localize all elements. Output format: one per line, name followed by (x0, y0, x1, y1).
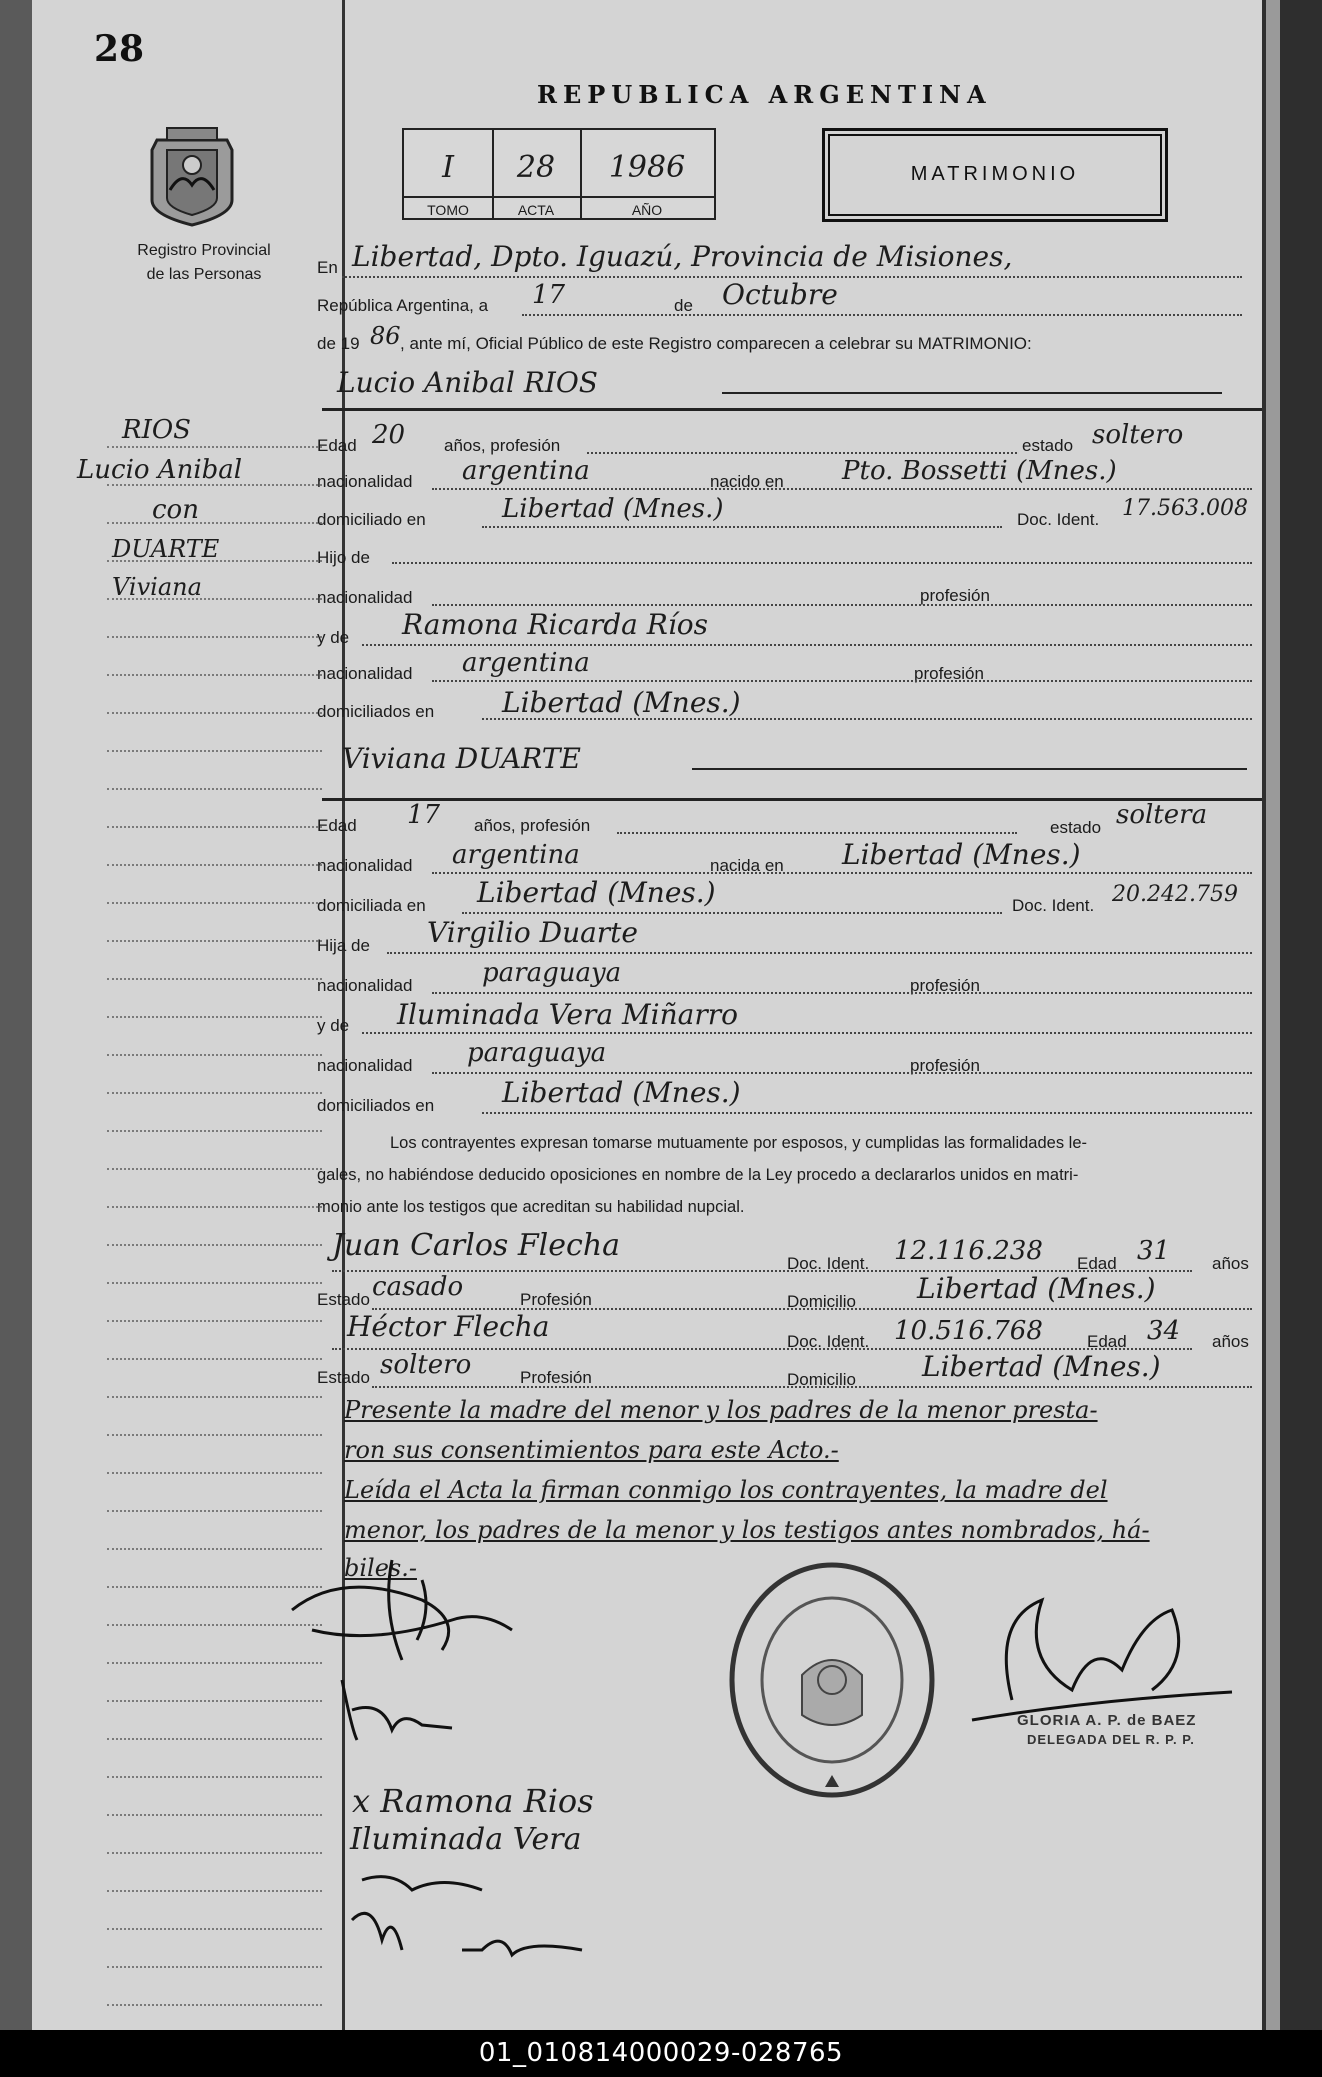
intro-day: 17 (532, 280, 566, 310)
margin-rule-line (107, 560, 322, 562)
intro-month: Octubre (722, 278, 838, 311)
ano-label: AÑO (580, 196, 714, 218)
groom-mother-nac: argentina (462, 648, 590, 678)
witness1-anos-label: años (1212, 1254, 1249, 1273)
republica-label: República Argentina, a (317, 296, 489, 315)
note-line2: ron sus consentimientos para este Acto.- (344, 1436, 839, 1464)
bride-hija-label: Hija de (317, 936, 370, 955)
margin-rule-line (107, 674, 322, 676)
parent-signature-1: x Ramona Rios (352, 1782, 594, 1820)
groom-edad-label: Edad (317, 436, 357, 455)
official-seal (722, 1555, 942, 1805)
bride-domicilio: Libertad (Mnes.) (477, 876, 716, 909)
declaration-line3: monio ante los testigos que acreditan su habilidad nupcial. (317, 1198, 745, 1216)
groom-father-nac-label: nacionalidad (317, 588, 413, 607)
groom-domicilio: Libertad (Mnes.) (502, 494, 724, 524)
witness2-name: Héctor Flecha (347, 1310, 550, 1343)
margin-rule-line (107, 750, 322, 752)
witness2-estado: soltero (380, 1350, 472, 1380)
note-line5: biles.- (344, 1554, 417, 1582)
groom-doc-label: Doc. Ident. (1017, 510, 1100, 529)
note-line3: Leída el Acta la firman conmigo los contrayentes, la madre del (344, 1476, 1108, 1504)
margin-rule-line (107, 1358, 322, 1360)
tomo-label: TOMO (404, 196, 492, 218)
page-number: 28 (94, 28, 145, 70)
margin-rule-line (107, 1054, 322, 1056)
intro-year: 86 (370, 322, 401, 350)
binding-edge (1262, 0, 1322, 2030)
record-type-label: MATRIMONIO (910, 163, 1080, 185)
margin-rule-line (107, 1966, 322, 1968)
bride-mother: Iluminada Vera Miñarro (397, 998, 738, 1031)
witness2-doc-label: Doc. Ident. (787, 1332, 870, 1351)
bride-yde-label: y de (317, 1016, 350, 1035)
margin-rule-line (107, 598, 322, 600)
contrayentes-signatures (282, 1550, 612, 1780)
groom-domiciliado-label: domiciliado en (317, 510, 426, 529)
witness2-estado-label: Estado (317, 1368, 370, 1387)
record-number-box (402, 128, 716, 220)
margin-rule-line (107, 978, 322, 980)
parent-signature-2: Iluminada Vera (350, 1822, 582, 1857)
witness2-edad-label: Edad (1087, 1332, 1127, 1351)
comparecen-text: , ante mí, Oficial Público de este Registro comparecen a celebrar su MATRIMONIO: (400, 334, 1032, 353)
bride-mother-prof-label: profesión (910, 1056, 980, 1075)
margin-rule-line (107, 1168, 322, 1170)
witness2-profesion-label: Profesión (520, 1368, 592, 1387)
margin-rule-line (107, 1206, 322, 1208)
witness1-domicilio-label: Domicilio (787, 1292, 856, 1311)
witness1-doc: 12.116.238 (894, 1236, 1043, 1266)
acta-value: 28 (516, 150, 556, 185)
acta-label: ACTA (492, 196, 580, 218)
witness1-profesion-label: Profesión (520, 1290, 592, 1309)
bride-doc: 20.242.759 (1112, 882, 1238, 907)
de-label: de (674, 296, 693, 315)
margin-rule-line (107, 1130, 322, 1132)
witness1-estado: casado (372, 1272, 464, 1302)
groom-anos-profesion: años, profesión (444, 436, 561, 455)
groom-parents-domicilio: Libertad (Mnes.) (502, 686, 741, 719)
margin-name-line: DUARTE (112, 535, 220, 563)
country-title: REPUBLICA ARGENTINA (537, 80, 992, 109)
margin-rule-line (107, 712, 322, 714)
margin-rule-line (107, 2004, 322, 2006)
margin-name-line: con (152, 495, 199, 525)
groom-doc: 17.563.008 (1122, 496, 1248, 521)
margin-rule-line (107, 1814, 322, 1816)
margin-name-line: Viviana (112, 573, 202, 601)
bride-domiciliados-label: domiciliados en (317, 1096, 435, 1115)
witness1-age: 31 (1137, 1236, 1171, 1266)
registry-name-line2: de las Personas (146, 266, 262, 283)
ano-value: 1986 (608, 150, 686, 185)
official-name: GLORIA A. P. de BAEZ (1017, 1712, 1197, 1729)
declaration-line2: gales, no habiéndose deducido oposiciones en nombre de la Ley procedo a declararlos unidos en matri- (317, 1166, 1079, 1184)
tomo-value: I (442, 150, 454, 185)
margin-rule-line (107, 1016, 322, 1018)
record-sheet (32, 0, 1262, 2030)
year-prefix: de 19 (317, 334, 360, 353)
bride-father-nac-label: nacionalidad (317, 976, 413, 995)
official-title: DELEGADA DEL R. P. P. (1027, 1732, 1195, 1747)
margin-rule-line (107, 1928, 322, 1930)
witness2-domicilio-label: Domicilio (787, 1370, 856, 1389)
groom-name: Lucio Anibal RIOS (337, 366, 598, 399)
parent-signatures-scribble (332, 1860, 632, 1970)
provincial-coat-of-arms-icon (137, 120, 247, 230)
groom-yde-label: y de (317, 628, 350, 647)
witness2-age: 34 (1147, 1316, 1181, 1346)
witness2-domicilio: Libertad (Mnes.) (922, 1350, 1161, 1383)
groom-mother-prof-label: profesión (914, 664, 984, 683)
margin-rule-line (107, 1092, 322, 1094)
witness1-estado-label: Estado (317, 1290, 370, 1309)
groom-estado-label: estado (1022, 436, 1074, 455)
groom-nacido-label: nacido en (710, 472, 784, 491)
witness1-domicilio: Libertad (Mnes.) (917, 1272, 1156, 1305)
en-label: En (317, 258, 338, 277)
margin-rule-line (107, 902, 322, 904)
bride-domiciliada-label: domiciliada en (317, 896, 426, 915)
margin-rule-line (107, 484, 322, 486)
groom-hijo-label: Hijo de (317, 548, 370, 567)
margin-rule-line (107, 940, 322, 942)
margin-name-line: Lucio Anibal (77, 455, 243, 485)
margin-rule-line (107, 1890, 322, 1892)
bride-anos-profesion: años, profesión (474, 816, 591, 835)
image-identifier: 01_010814000029-028765 (0, 2030, 1322, 2077)
witness1-edad-label: Edad (1077, 1254, 1117, 1273)
groom-domiciliados-label: domiciliados en (317, 702, 435, 721)
witness2-doc: 10.516.768 (894, 1316, 1043, 1346)
registry-name-line1: Registro Provincial (137, 242, 271, 259)
margin-rule-line (107, 788, 322, 790)
witness1-doc-label: Doc. Ident. (787, 1254, 870, 1273)
groom-nac-label: nacionalidad (317, 472, 413, 491)
bride-nac-label: nacionalidad (317, 856, 413, 875)
bride-estado-label: estado (1050, 818, 1102, 837)
bride-nacionalidad: argentina (452, 840, 580, 870)
margin-name-line: RIOS (122, 415, 191, 445)
bride-name: Viviana DUARTE (342, 742, 581, 775)
witness2-anos-label: años (1212, 1332, 1249, 1351)
margin-rule-line (107, 1510, 322, 1512)
bride-mother-nac: paraguaya (467, 1038, 607, 1068)
bride-edad-label: Edad (317, 816, 357, 835)
note-line1: Presente la madre del menor y los padres de la menor presta- (344, 1396, 1098, 1424)
witness1-name: Juan Carlos Flecha (332, 1228, 621, 1263)
margin-rule-line (107, 522, 322, 524)
margin-rule-line (107, 1396, 322, 1398)
margin-rule-line (107, 636, 322, 638)
bride-birthplace: Libertad (Mnes.) (842, 838, 1081, 871)
groom-birthplace: Pto. Bossetti (Mnes.) (842, 456, 1117, 486)
intro-place: Libertad, Dpto. Iguazú, Provincia de Misiones, (352, 240, 1013, 273)
groom-nacionalidad: argentina (462, 456, 590, 486)
margin-rule-line (107, 446, 322, 448)
groom-mother: Ramona Ricarda Ríos (402, 608, 709, 641)
bride-mother-nac-label: nacionalidad (317, 1056, 413, 1075)
bride-age: 17 (407, 800, 441, 830)
groom-mother-nac-label: nacionalidad (317, 664, 413, 683)
bride-father: Virgilio Duarte (427, 916, 638, 949)
groom-father-prof-label: profesión (920, 586, 990, 605)
groom-age: 20 (372, 420, 406, 450)
margin-rule-line (107, 1434, 322, 1436)
bride-father-prof-label: profesión (910, 976, 980, 995)
declaration-line1: Los contrayentes expresan tomarse mutuamente por esposos, y cumplidas las formalidades le- (390, 1134, 1088, 1152)
margin-rule-line (107, 1472, 322, 1474)
record-type-box (822, 128, 1168, 222)
bride-father-nac: paraguaya (482, 958, 622, 988)
margin-rule-line (107, 1852, 322, 1854)
bride-parents-domicilio: Libertad (Mnes.) (502, 1076, 741, 1109)
margin-rule-line (107, 864, 322, 866)
margin-rule-line (107, 1244, 322, 1246)
bride-estado: soltera (1116, 800, 1208, 830)
margin-rule-line (107, 826, 322, 828)
groom-estado: soltero (1092, 420, 1184, 450)
margin-rule-line (107, 1320, 322, 1322)
bride-nacida-label: nacida en (710, 856, 784, 875)
margin-rule-line (107, 1282, 322, 1284)
note-line4: menor, los padres de la menor y los testigos antes nombrados, há- (344, 1516, 1150, 1544)
bride-doc-label: Doc. Ident. (1012, 896, 1095, 915)
